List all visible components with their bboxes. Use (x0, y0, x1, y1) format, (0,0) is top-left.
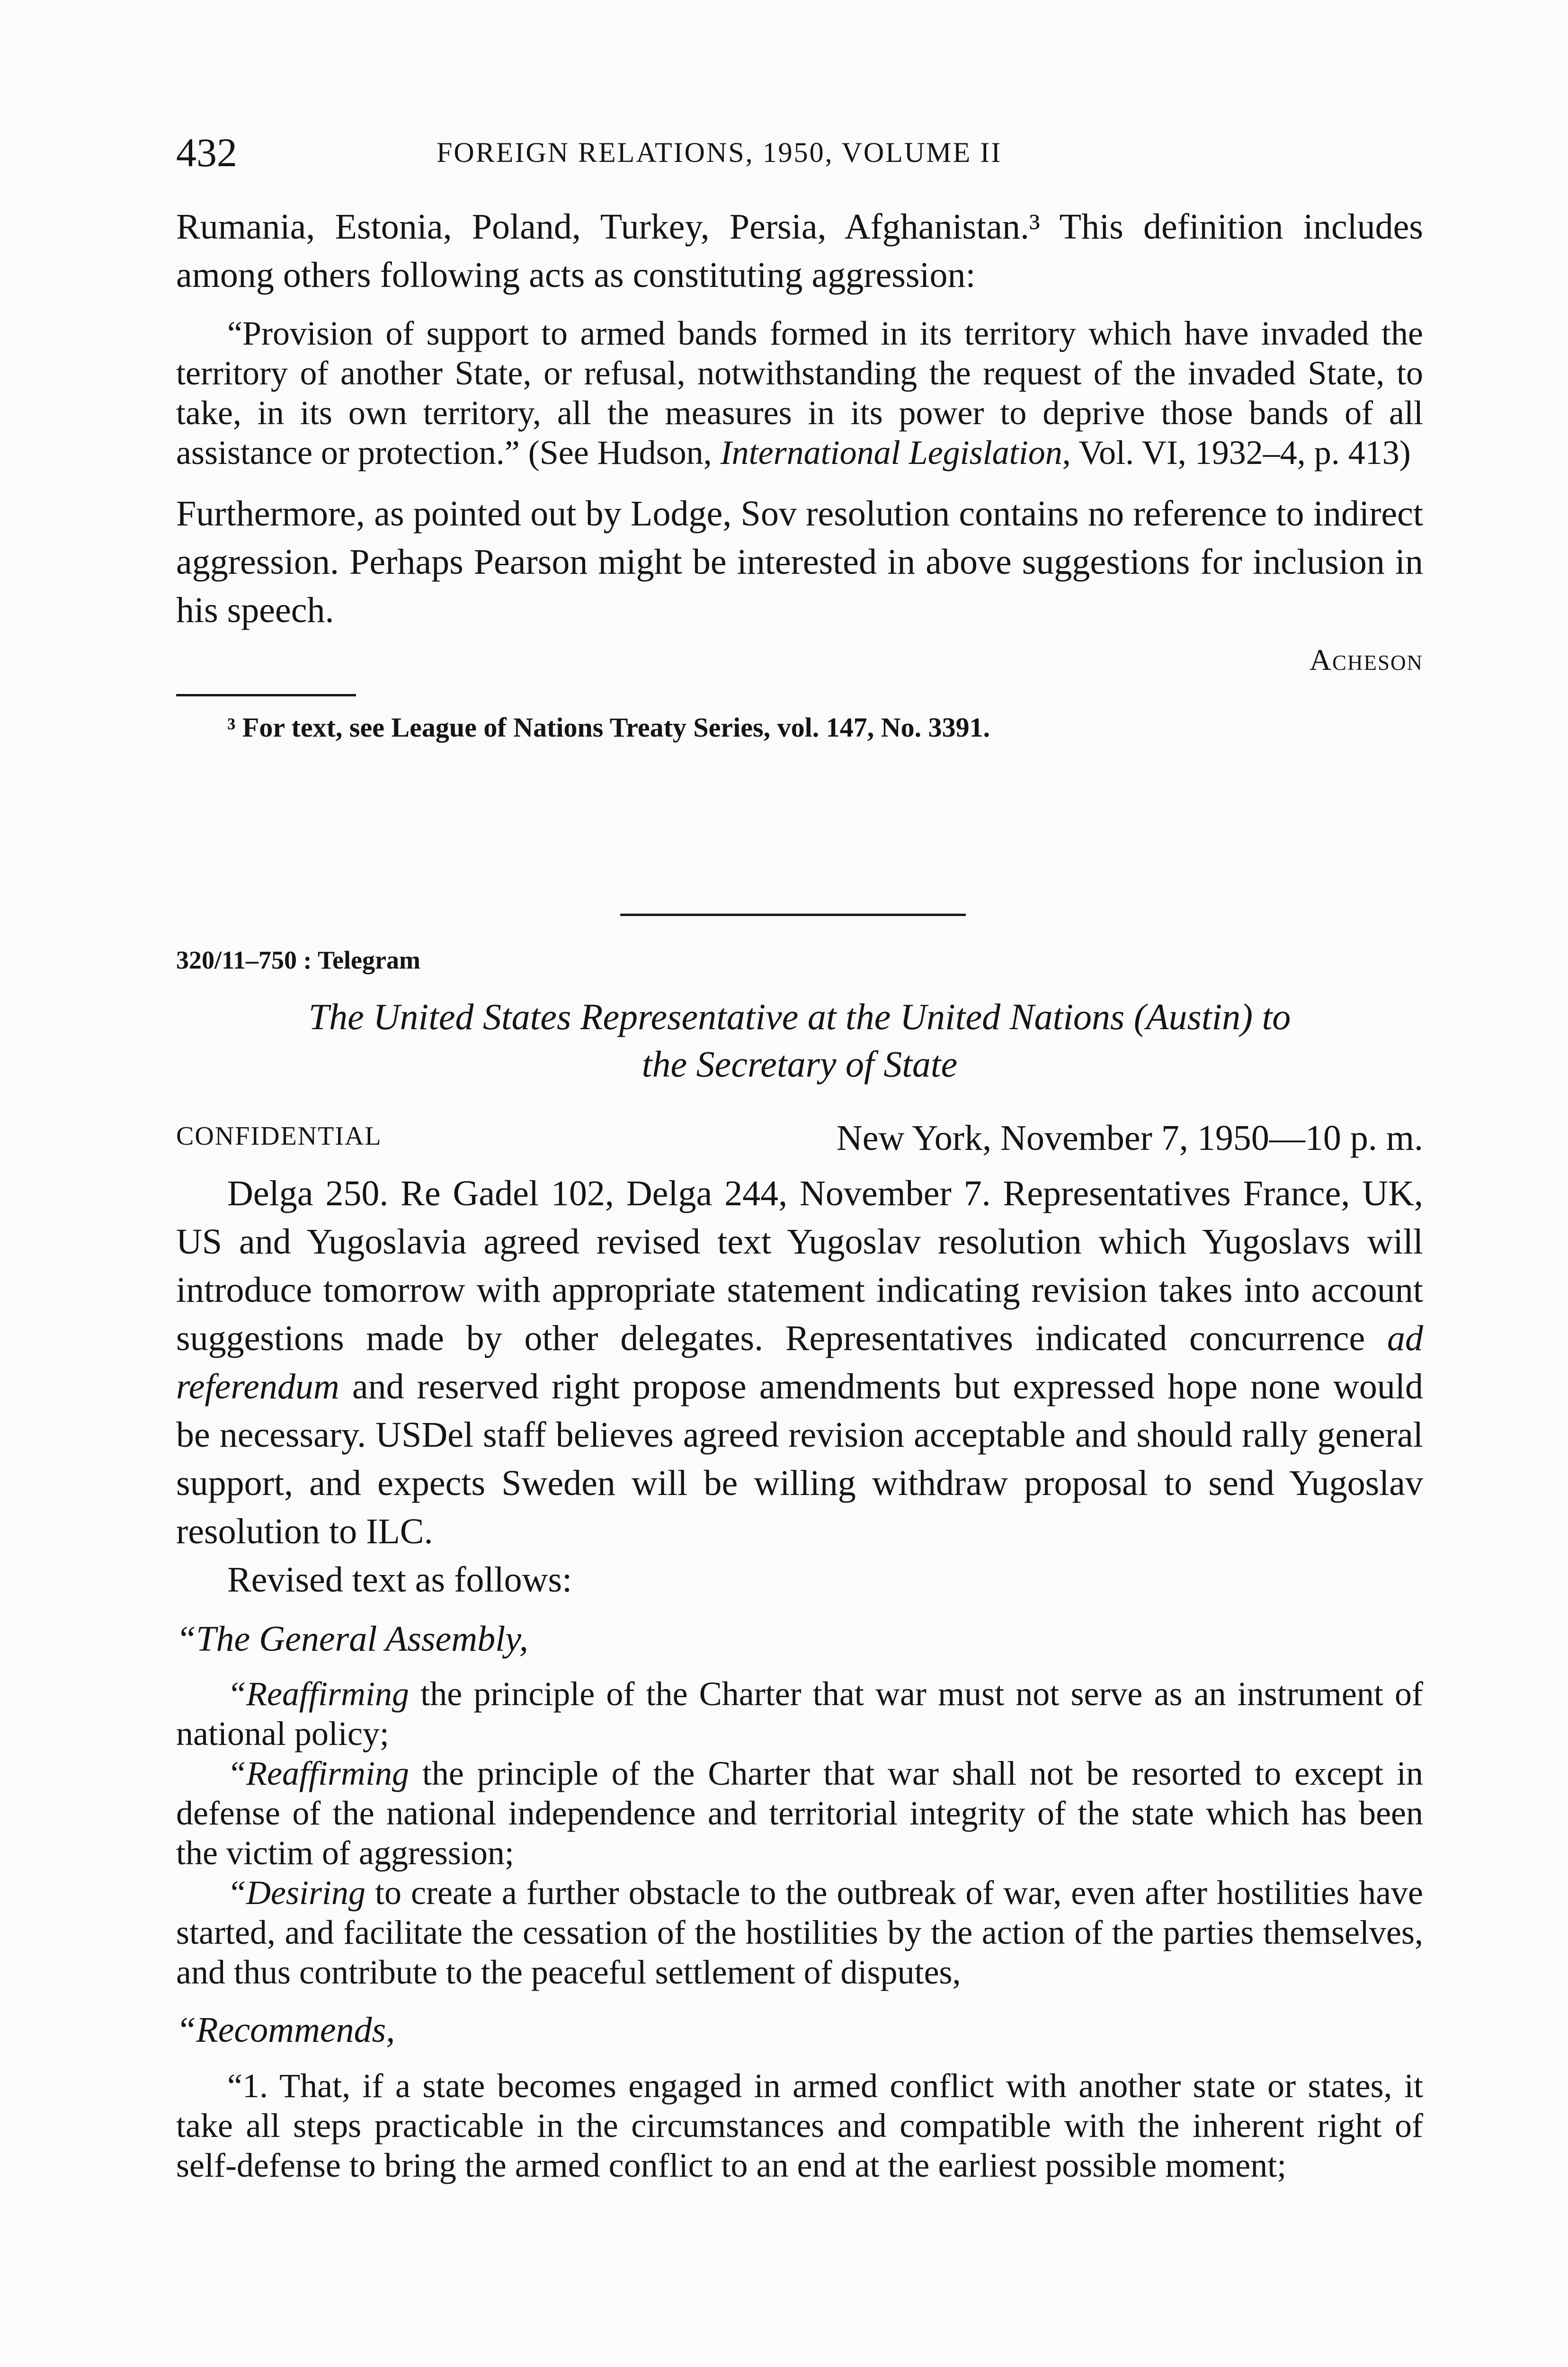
classification-label: CONFIDENTIAL (176, 1121, 382, 1151)
italic-ad-referendum: ad referendum (176, 1318, 1423, 1406)
signature-acheson: Acheson (1309, 643, 1423, 676)
page-header (176, 124, 1423, 181)
document-title: The United States Representative at the United Nations (Austin) to the Secretary of State (308, 996, 1291, 1085)
paragraph-definition: Rumania, Estonia, Poland, Turkey, Persia, Afghanistan.³ This definition includes among others following acts as constituting aggression: (176, 207, 1423, 295)
heading-general-assembly: “The General Assembly, (176, 1619, 528, 1659)
heading-recommends: “Recommends, (176, 2010, 395, 2050)
place-and-date: New York, November 7, 1950—10 p. m. (836, 1118, 1423, 1158)
paragraph-furthermore: Furthermore, as pointed out by Lodge, Sov resolution contains no reference to indirect aggression. Perhaps Pearson might be interested in above suggestions for inclusion in his speech. (176, 494, 1423, 630)
running-title: FOREIGN RELATIONS, 1950, VOLUME II (437, 137, 1002, 168)
clause-desiring: “Desiring to create a further obstacle to the outbreak of war, even after hostilities have started, and facilitate the cessation of the hostilities by the action of the parties themselves, and thus contribute to the peaceful settlement of disputes, (176, 1874, 1423, 1991)
telegram-document (176, 941, 1423, 2185)
acheson-continuation (176, 203, 1423, 747)
italic-title: International Legislation (720, 434, 1062, 472)
paragraph-delga-250: Delga 250. Re Gadel 102, Delga 244, November 7. Representatives France, UK, US and Yugoslavia agreed revised text Yugoslav resolution which Yugoslavs will introduce tomorrow with appropriate statement indicating revision takes into account suggestions made by other delegates. Representatives indicated concurrence ad referendum and reserved right propose amendments but expressed hope none would be necessary. USDel staff believes agreed revision acceptable and should rally general support, and expects Sweden will be willing withdraw proposal to send Yugoslav resolution to ILC. (176, 1174, 1423, 1551)
footnote-3: ³ For text, see League of Nations Treaty Series, vol. 147, No. 3391. (227, 712, 990, 743)
revised-text-intro: Revised text as follows: (227, 1560, 572, 1600)
file-reference: 320/11–750 : Telegram (176, 946, 420, 974)
page-number: 432 (176, 130, 237, 175)
footnote-rule (176, 694, 356, 696)
quote-provision: “Provision of support to armed bands formed in its territory which have invaded the territory of another State, or refusal, notwithstanding the request of the invaded State, to take, in its own territory, all the measures in its power to deprive those bands of all assistance or protection.” (See Hudson, International Legislation, Vol. VI, 1932–4, p. 413) (176, 314, 1423, 472)
clause-reaffirming-1: “Reaffirming the principle of the Charter that war must not serve as an instrument of national policy; (176, 1675, 1423, 1753)
document-separator (620, 914, 966, 916)
classification-line (176, 1114, 1423, 1166)
clause-reaffirming-2: “Reaffirming the principle of the Charter that war shall not be resorted to except in defense of the national independence and territorial integrity of the state which has been the victim of aggression; (176, 1754, 1423, 1872)
recommendation-1: “1. That, if a state becomes engaged in armed conflict with another state or states, it take all steps practicable in the circumstances and compatible with the inherent right of self-defense to bring the armed conflict to an end at the earliest possible moment; (176, 2067, 1423, 2184)
